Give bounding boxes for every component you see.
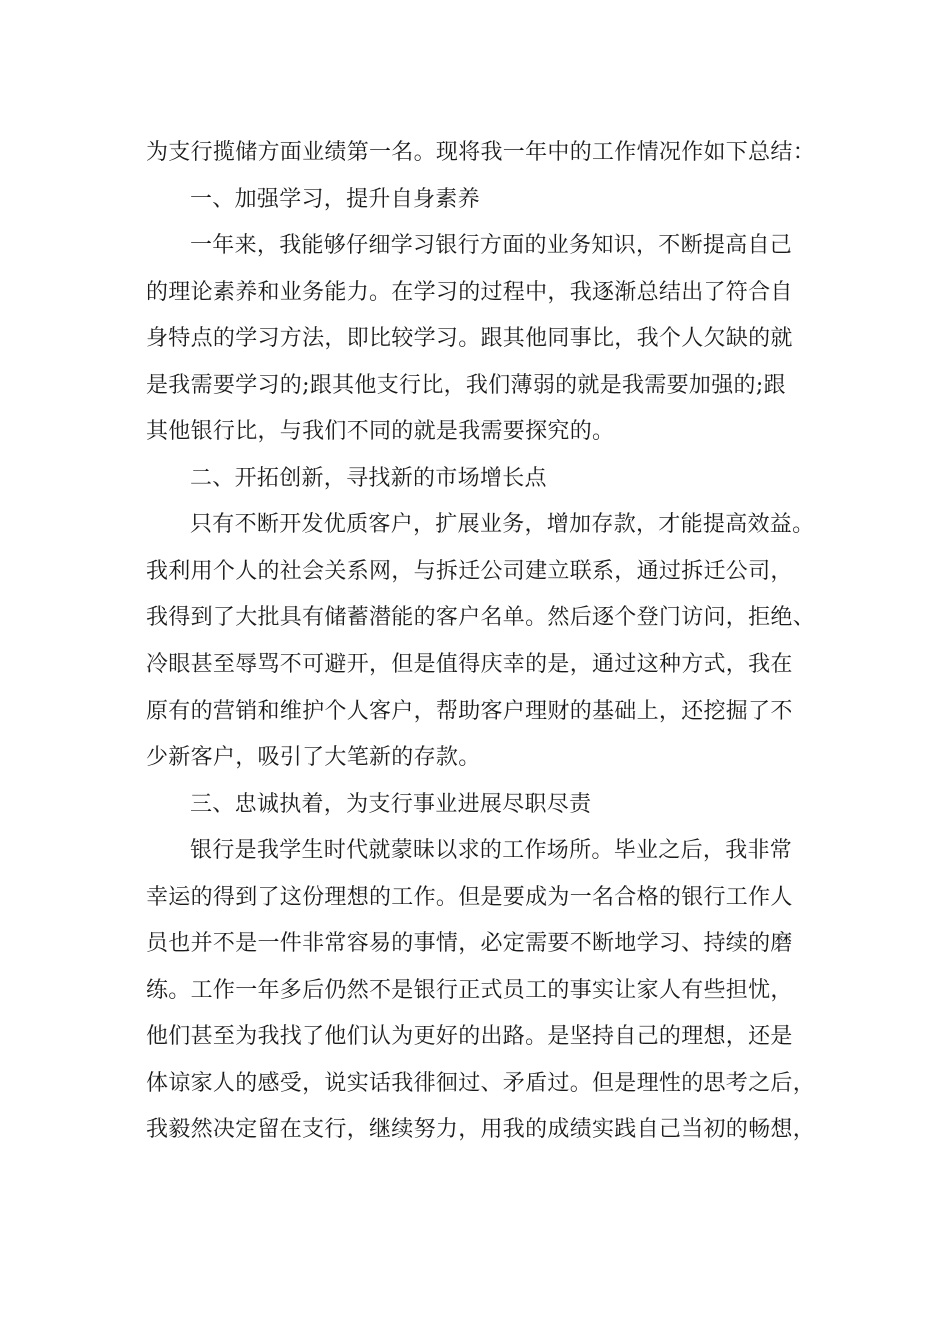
text-line: 我毅然决定留在支行，继续努力，用我的成绩实践自己当初的畅想， xyxy=(146,1117,816,1143)
text-line: 身特点的学习方法，即比较学习。跟其他同事比，我个人欠缺的就 xyxy=(146,326,793,352)
text-line: 体谅家人的感受，说实话我徘徊过、矛盾过。但是理性的思考之后， xyxy=(146,1070,816,1096)
text-line: 为支行揽储方面业绩第一名。现将我一年中的工作情况作如下总结： xyxy=(146,140,816,165)
text-line: 一、加强学习，提升自身素养 xyxy=(190,186,480,212)
text-line: 练。工作一年多后仍然不是银行正式员工的事实让家人有些担忧， xyxy=(146,977,793,1003)
text-line: 三、忠诚执着，为支行事业进展尽职尽责 xyxy=(190,791,592,817)
text-line: 只有不断开发优质客户，扩展业务，增加存款，才能提高效益。 xyxy=(190,512,815,538)
text-line: 我利用个人的社会关系网，与拆迁公司建立联系，通过拆迁公司， xyxy=(146,558,793,584)
text-line: 员也并不是一件非常容易的事情，必定需要不断地学习、持续的磨 xyxy=(146,931,793,957)
text-line: 二、开拓创新，寻找新的市场增长点 xyxy=(190,465,547,491)
text-line: 幸运的得到了这份理想的工作。但是要成为一名合格的银行工作人 xyxy=(146,884,793,910)
text-line: 其他银行比，与我们不同的就是我需要探究的。 xyxy=(146,419,615,445)
document-body xyxy=(146,130,836,1154)
text-line: 他们甚至为我找了他们认为更好的出路。是坚持自己的理想，还是 xyxy=(146,1024,793,1050)
text-line: 我得到了大批具有储蓄潜能的客户名单。然后逐个登门访问，拒绝、 xyxy=(146,605,816,631)
text-line: 银行是我学生时代就蒙昧以求的工作场所。毕业之后，我非常 xyxy=(190,838,793,864)
text-line: 一年来，我能够仔细学习银行方面的业务知识，不断提高自己 xyxy=(190,233,793,259)
text-line: 原有的营销和维护个人客户，帮助客户理财的基础上，还挖掘了不 xyxy=(146,698,793,724)
text-line: 少新客户，吸引了大笔新的存款。 xyxy=(146,745,481,771)
text-line: 的理论素养和业务能力。在学习的过程中，我逐渐总结出了符合自 xyxy=(146,279,793,305)
text-line: 冷眼甚至辱骂不可避开，但是值得庆幸的是，通过这种方式，我在 xyxy=(146,652,793,678)
text-line: 是我需要学习的;跟其他支行比，我们薄弱的就是我需要加强的;跟 xyxy=(146,372,786,398)
